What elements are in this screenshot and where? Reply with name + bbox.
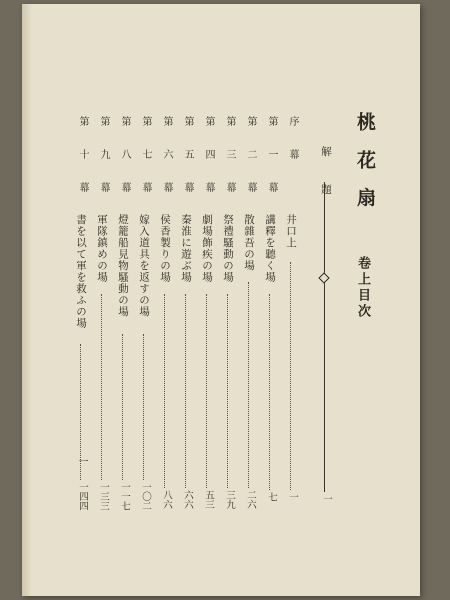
entry-leader — [122, 334, 123, 480]
entry-leader — [290, 262, 291, 490]
diamond-ornament — [318, 272, 329, 283]
entry-act: 第 四 幕 — [203, 116, 214, 203]
entry-title: 散雜吾の場 — [243, 214, 255, 272]
commentary-page: 一 — [321, 494, 332, 504]
page-spine-shadow — [22, 4, 32, 596]
entry-page: 一三三 — [98, 482, 109, 511]
entry-title: 井口上 — [285, 214, 297, 249]
entry-act: 第 十 幕 — [77, 116, 88, 203]
entry-title: 嫁入道具を返すの場 — [138, 214, 150, 318]
footer-page-number: 一 — [76, 456, 87, 466]
entry-page: 一四四 — [77, 482, 88, 511]
entry-title: 祭禮騷動の場 — [222, 214, 234, 283]
entry-title: 燈籠船見物騷動の場 — [117, 214, 129, 318]
entry-page: 一 — [287, 492, 298, 502]
entry-title: 劇場飾疾の場 — [201, 214, 213, 283]
entry-act: 第 一 幕 — [266, 116, 277, 203]
entry-title: 侯香製りの場 — [159, 214, 171, 283]
entry-page: 一一七 — [119, 482, 130, 511]
entry-act: 第 七 幕 — [140, 116, 151, 203]
entry-page: 一〇二 — [140, 482, 151, 511]
entry-page: 二六 — [245, 490, 256, 509]
book-title: 桃 花 扇 — [354, 112, 376, 213]
entry-title: 書を以て軍を救ふの場 — [75, 214, 87, 329]
entry-title: 秦淮に遊ぶ場 — [180, 214, 192, 283]
entry-leader — [101, 294, 102, 480]
entry-act: 第 八 幕 — [119, 116, 130, 203]
entry-leader — [227, 294, 228, 488]
entry-act: 第 九 幕 — [98, 116, 109, 203]
entry-page: 三九 — [224, 490, 235, 509]
book-page — [22, 4, 420, 596]
entry-act: 第 二 幕 — [245, 116, 256, 203]
volume-label: 卷上目次 — [355, 256, 370, 320]
entry-title: 講釋を聽く場 — [264, 214, 276, 283]
entry-leader — [248, 282, 249, 488]
entry-leader — [143, 334, 144, 480]
entry-leader — [269, 294, 270, 490]
entry-act: 第 六 幕 — [161, 116, 172, 203]
entry-page: 六六 — [182, 490, 193, 509]
commentary-label: 解 題 — [320, 146, 332, 207]
entry-page: 八六 — [161, 490, 172, 509]
entry-act: 序 幕 — [287, 116, 298, 170]
entry-leader — [185, 294, 186, 488]
entry-page: 七 — [266, 492, 277, 502]
entry-act: 第 五 幕 — [182, 116, 193, 203]
commentary-rule — [324, 182, 325, 492]
entry-leader — [164, 294, 165, 488]
entry-act: 第 三 幕 — [224, 116, 235, 203]
entry-title: 軍隊鎮めの場 — [96, 214, 108, 283]
entry-page: 五三 — [203, 490, 214, 509]
entry-leader — [206, 294, 207, 488]
